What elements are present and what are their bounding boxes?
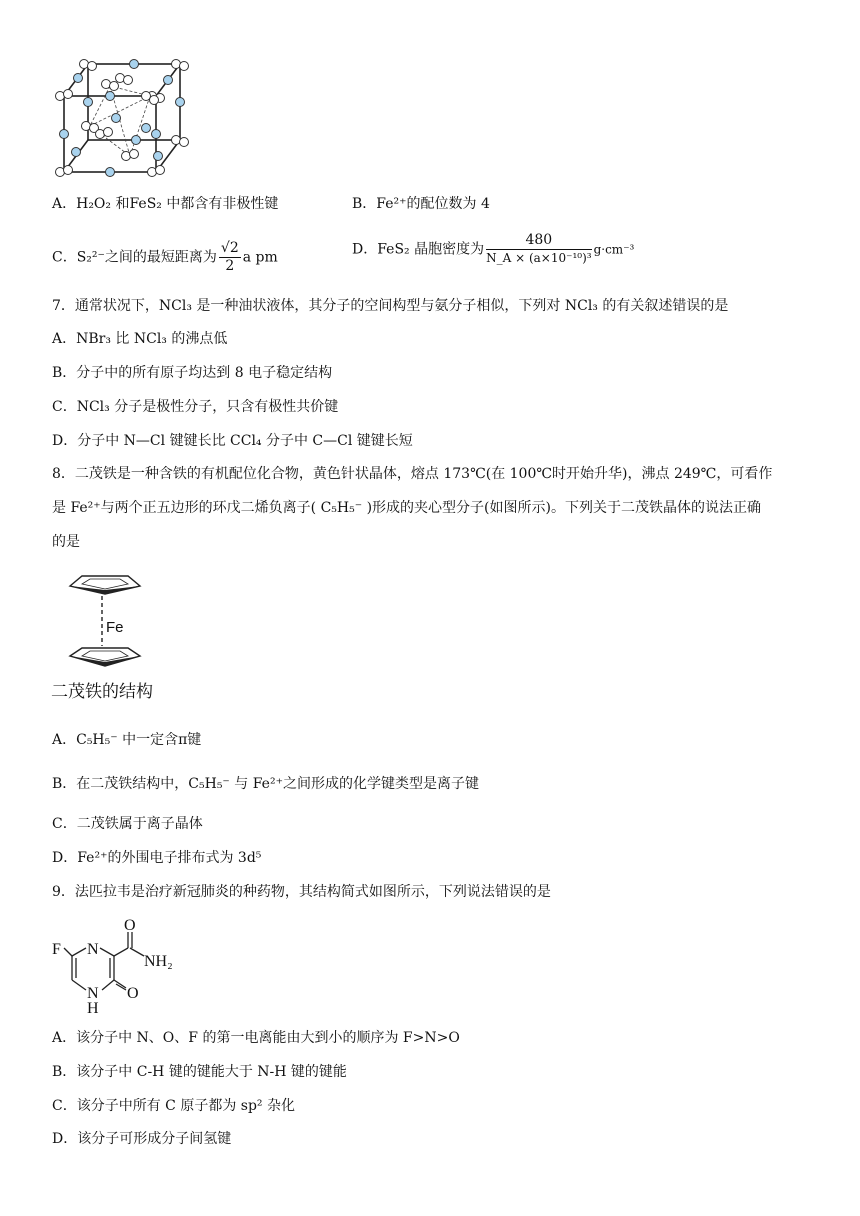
q8-stem-line-3: 的是 xyxy=(52,534,80,550)
q6-option-c-suffix: a pm xyxy=(242,249,278,266)
favipiravir-o-label-1: O xyxy=(124,917,136,934)
q6-option-c-numerator: √2 xyxy=(220,240,239,256)
favipiravir-n-label-1: N xyxy=(87,941,99,958)
favipiravir-structure-figure xyxy=(50,912,190,1016)
q7-option-a: A．NBr₃ 比 NCl₃ 的沸点低 xyxy=(52,331,228,347)
q6-option-d-numerator: 480 xyxy=(486,232,591,250)
q6-option-c-prefix: C．S₂²⁻之间的最短距离为 xyxy=(52,249,217,266)
q8-option-d: D．Fe²⁺的外围电子排布式为 3d⁵ xyxy=(52,850,262,866)
q9-option-b: B．该分子中 C-H 键的键能大于 N-H 键的键能 xyxy=(52,1064,347,1080)
q8-stem-line-2: 是 Fe²⁺与两个正五边形的环戊二烯负离子( C₅H₅⁻ )形成的夹心型分子(如图所示)。下列关于二茂铁晶体的说法正确 xyxy=(52,500,761,516)
q6-option-c-denominator: 2 xyxy=(225,258,235,274)
q8-option-c: C．二茂铁属于离子晶体 xyxy=(52,816,203,832)
q7-stem: 7．通常状况下，NCl₃ 是一种油状液体，其分子的空间构型与氨分子相似，下列对 NCl₃ 的有关叙述错误的是 xyxy=(52,298,729,314)
ferrocene-fe-label: Fe xyxy=(106,619,124,636)
q7-option-d: D．分子中 N—Cl 键键长比 CCl₄ 分子中 C—Cl 键键长短 xyxy=(52,433,413,449)
q7-option-b: B．分子中的所有原子均达到 8 电子稳定结构 xyxy=(52,365,333,381)
q6-option-c-fraction xyxy=(219,240,241,275)
favipiravir-nh2-label: NH₂ xyxy=(144,953,173,970)
ferrocene-caption: 二茂铁的结构 xyxy=(51,682,153,702)
q9-option-a: A．该分子中 N、O、F 的第一电离能由大到小的顺序为 F>N>O xyxy=(52,1030,460,1046)
q8-option-a: A．C₅H₅⁻ 中一定含π键 xyxy=(52,732,202,748)
q9-option-d: D．该分子可形成分子间氢键 xyxy=(52,1131,232,1147)
q6-option-c xyxy=(52,240,278,275)
q9-stem: 9．法匹拉韦是治疗新冠肺炎的种药物，其结构简式如图所示，下列说法错误的是 xyxy=(52,884,551,900)
favipiravir-n-label-2: N xyxy=(87,985,99,1002)
q9-option-c: C．该分子中所有 C 原子都为 sp² 杂化 xyxy=(52,1098,295,1114)
favipiravir-f-label: F xyxy=(52,941,61,958)
q6-option-d-fraction xyxy=(486,232,591,267)
q8-option-b: B．在二茂铁结构中，C₅H₅⁻ 与 Fe²⁺之间形成的化学键类型是离子键 xyxy=(52,776,479,792)
q7-option-c: C．NCl₃ 分子是极性分子，只含有极性共价键 xyxy=(52,399,339,415)
q6-option-d-denominator: N_A × (a×10⁻¹⁰)³ xyxy=(486,251,592,265)
q8-stem-line-1: 8．二茂铁是一种含铁的有机配位化合物，黄色针状晶体，熔点 173℃(在 100℃时开始升华)，沸点 249℃，可看作 xyxy=(52,466,773,482)
favipiravir-h-label: H xyxy=(87,1000,99,1016)
q6-option-d-suffix: g·cm⁻³ xyxy=(593,242,635,257)
favipiravir-o-label-2: O xyxy=(127,985,139,1002)
q6-option-d-prefix: D．FeS₂ 晶胞密度为 xyxy=(352,241,485,258)
q6-option-d xyxy=(352,232,634,267)
q6-option-b: B．Fe²⁺的配位数为 4 xyxy=(352,196,490,212)
q6-option-a: A．H₂O₂ 和FeS₂ 中都含有非极性键 xyxy=(52,196,279,212)
ferrocene-structure-figure xyxy=(60,572,150,672)
crystal-cell-figure xyxy=(50,56,190,178)
